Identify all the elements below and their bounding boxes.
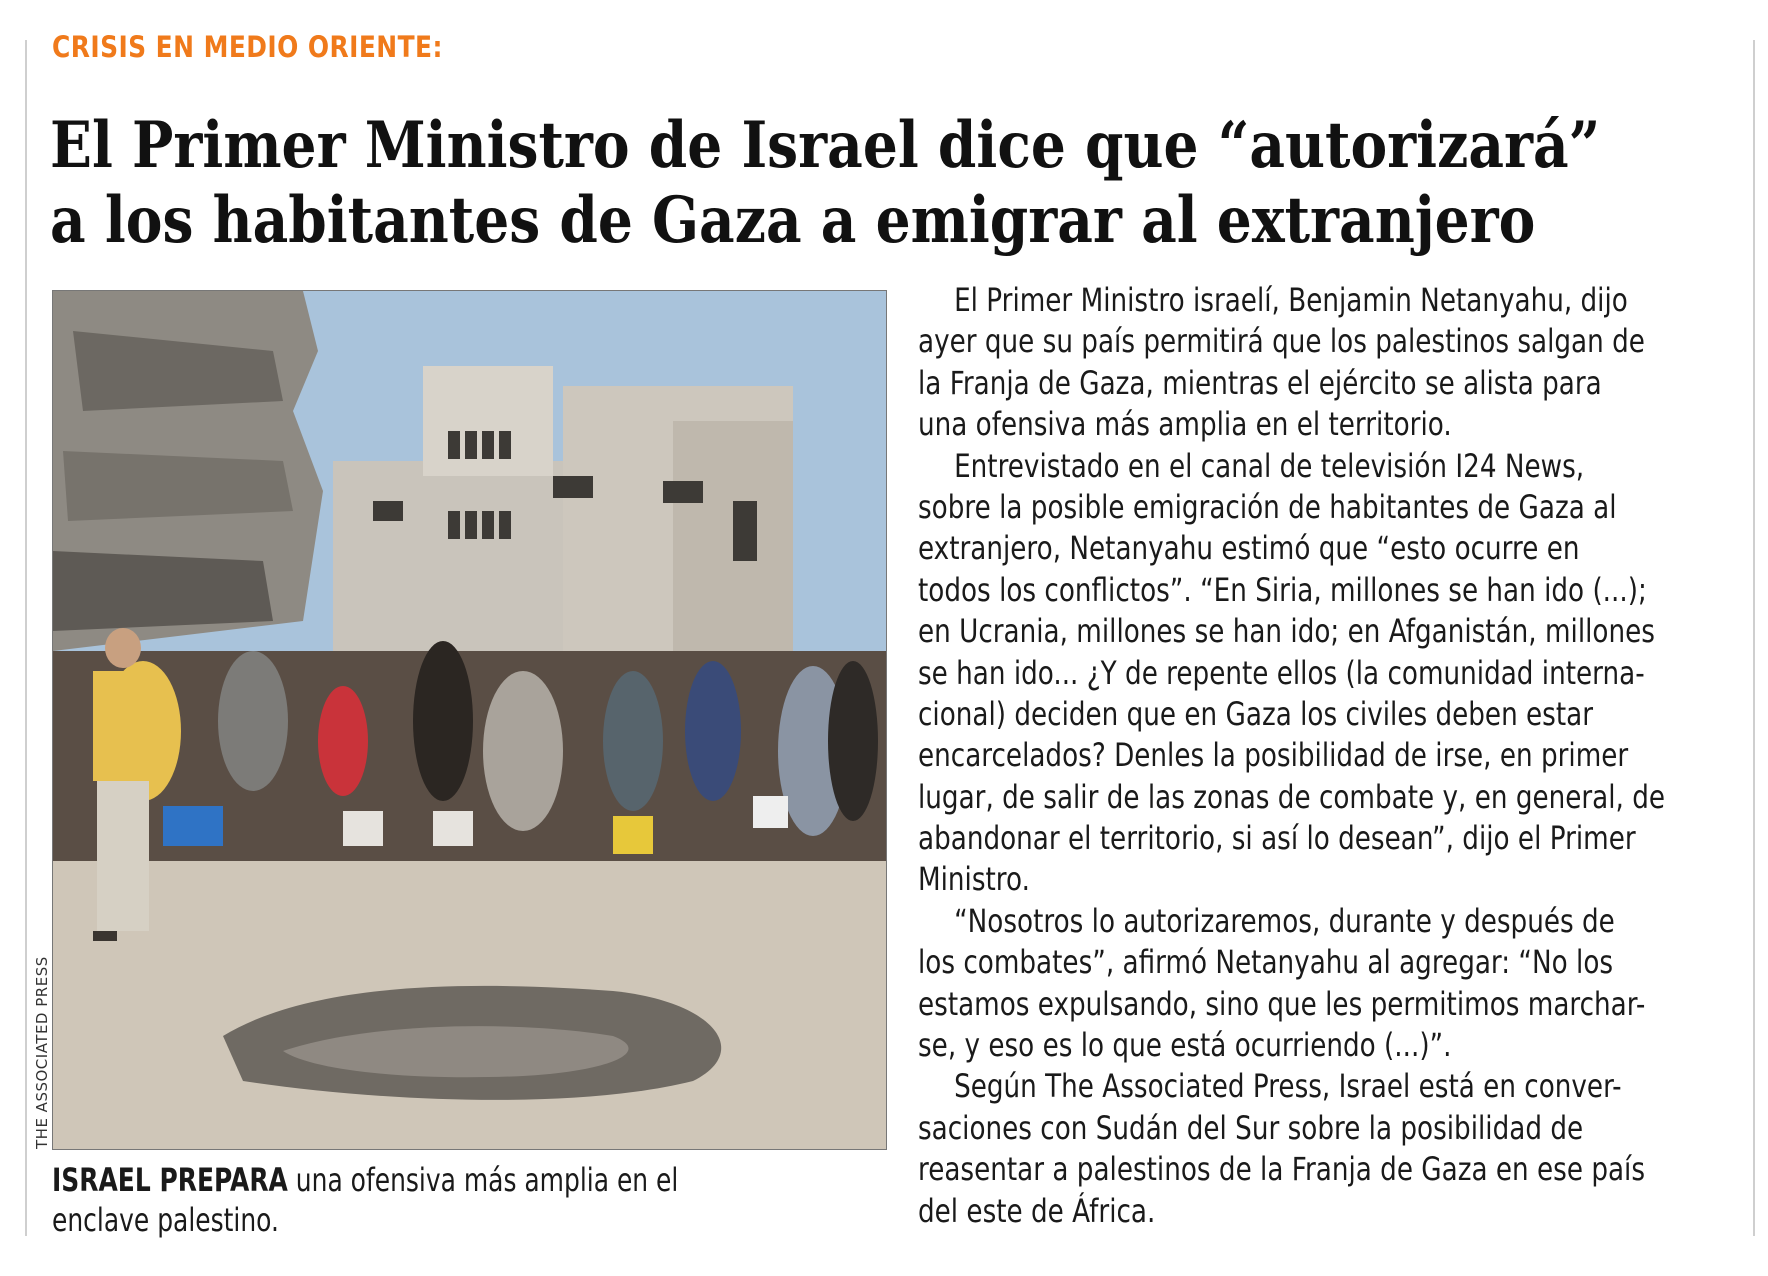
photo-credit: THE ASSOCIATED PRESS xyxy=(33,956,51,1149)
body-line: extranjero, Netanyahu estimó que “esto ocurre en xyxy=(918,529,1580,568)
body-line: se han ido... ¿Y de repente ellos (la comunidad interna- xyxy=(918,653,1645,692)
body-line: todos los conflictos”. “En Siria, millones se han ido (...); xyxy=(918,570,1647,609)
article-body xyxy=(918,280,1746,1232)
right-column-rule xyxy=(1753,40,1755,1236)
body-line: reasentar a palestinos de la Franja de Gaza en ese país xyxy=(918,1150,1646,1189)
body-line: los combates”, afirmó Netanyahu al agregar: “No los xyxy=(918,943,1614,982)
body-line: se, y eso es lo que está ocurriendo (...)”. xyxy=(918,1026,1452,1065)
body-line: en Ucrania, millones se han ido; en Afganistán, millones xyxy=(918,612,1655,651)
body-line: “Nosotros lo autorizaremos, durante y después de xyxy=(954,901,1615,940)
news-photo xyxy=(52,290,887,1150)
section-kicker: CRISIS EN MEDIO ORIENTE: xyxy=(52,30,443,64)
headline-line-1: El Primer Ministro de Israel dice que “autorizará” xyxy=(50,108,1601,183)
body-line: del este de África. xyxy=(918,1191,1156,1230)
body-line: El Primer Ministro israelí, Benjamin Netanyahu, dijo xyxy=(954,281,1628,319)
body-line: cional) deciden que en Gaza los civiles deben estar xyxy=(918,694,1594,733)
body-line: lugar, de salir de las zonas de combate y, en general, de xyxy=(918,777,1666,816)
body-line: saciones con Sudán del Sur sobre la posibilidad de xyxy=(918,1108,1584,1147)
body-line: estamos expulsando, sino que les permitimos marchar- xyxy=(918,984,1646,1023)
photo-illustration xyxy=(53,291,886,1149)
body-line: una ofensiva más amplia en el territorio. xyxy=(918,405,1452,444)
body-line: Según The Associated Press, Israel está en conver- xyxy=(954,1067,1622,1106)
body-line: sobre la posible emigración de habitantes de Gaza al xyxy=(918,487,1617,526)
body-line: Entrevistado en el canal de televisión I24 News, xyxy=(954,446,1585,485)
body-line: abandonar el territorio, si así lo desean”, dijo el Primer xyxy=(918,819,1636,858)
body-line: Ministro. xyxy=(918,860,1030,899)
photo-caption xyxy=(52,1160,777,1240)
headline-line-2: a los habitantes de Gaza a emigrar al extranjero xyxy=(50,183,1536,258)
body-line: encarcelados? Denles la posibilidad de irse, en primer xyxy=(918,736,1629,775)
caption-lead: ISRAEL PREPARA xyxy=(52,1161,288,1199)
caption-text: una ofensiva más amplia en el enclave palestino. xyxy=(52,1161,679,1239)
body-line: ayer que su país permitirá que los palestinos salgan de xyxy=(918,322,1645,361)
left-column-rule xyxy=(25,40,27,1236)
body-line: la Franja de Gaza, mientras el ejército se alista para xyxy=(918,363,1602,402)
headline xyxy=(50,108,1601,258)
